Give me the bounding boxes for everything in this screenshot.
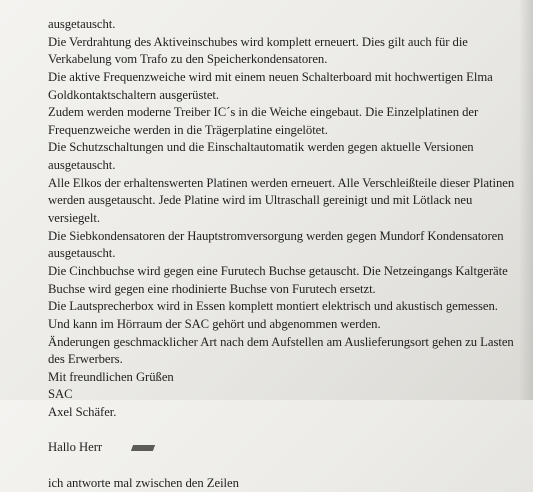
text-line: werden ausgetauscht. Jede Platine wird im Ultraschall gereinigt und mit Lötlack neu (48, 193, 473, 208)
text-line: ausgetauscht. (48, 17, 116, 31)
text-line: Zudem werden moderne Treiber IC´s in die Weiche eingebaut. Die Einzelplatinen der (48, 105, 479, 120)
text-line: Frequenzweiche werden in die Trägerplatine eingelötet. (48, 122, 328, 137)
blank-line (48, 457, 533, 475)
blank-line (48, 422, 533, 440)
text-line: Die Siebkondensatoren der Hauptstromversorgung werden gegen Mundorf Kondensatoren (48, 228, 504, 243)
greeting-line (48, 439, 533, 457)
text-line: Die Lautsprecherbox wird in Essen komplett montiert elektrisch und akustisch gemessen. (48, 299, 498, 314)
text-line: Die Cinchbuchse wird gegen eine Furutech Buchse getauscht. Die Netzeingangs Kaltgeräte (48, 263, 508, 278)
text-line: versiegelt. (48, 211, 100, 226)
sender-company: SAC (48, 387, 73, 402)
text-line: ausgetauscht. (48, 158, 116, 173)
text-line: Die Verdrahtung des Aktiveinschubes wird komplett erneuert. Dies gilt auch für die (48, 34, 468, 49)
text-line: Alle Elkos der erhaltenswerten Platinen werden erneuert. Alle Verschleißteile dieser Platinen (48, 175, 515, 190)
sender-name: Axel Schäfer. (48, 405, 117, 420)
text-line: Goldkontaktschaltern ausgerüstet. (48, 87, 219, 102)
text-line: Die Schutzschaltungen und die Einschaltautomatik werden gegen aktuelle Versionen (48, 140, 474, 155)
redaction-mark (131, 445, 155, 451)
text-line: Und kann im Hörraum der SAC gehört und abgenommen werden. (48, 316, 381, 331)
text-line: Verkabelung vom Trafo zu den Speicherkondensatoren. (48, 52, 328, 67)
closing-line: Mit freundlichen Grüßen (48, 369, 174, 384)
reply-line: ich antworte mal zwischen den Zeilen (48, 475, 239, 490)
text-line: Änderungen geschmacklicher Art nach dem Aufstellen am Auslieferungsort gehen zu Lasten (48, 334, 514, 349)
greeting-text: Hallo Herr (48, 440, 103, 455)
paper-edge-shadow (519, 0, 533, 400)
text-line: ausgetauscht. (48, 246, 116, 261)
text-line: Buchse wird gegen eine rhodinierte Buchse von Furutech ersetzt. (48, 281, 376, 296)
text-line: Die aktive Frequenzweiche wird mit einem neuen Schalterboard mit hochwertigen Elma (48, 69, 493, 84)
text-line: des Erwerbers. (48, 352, 123, 367)
